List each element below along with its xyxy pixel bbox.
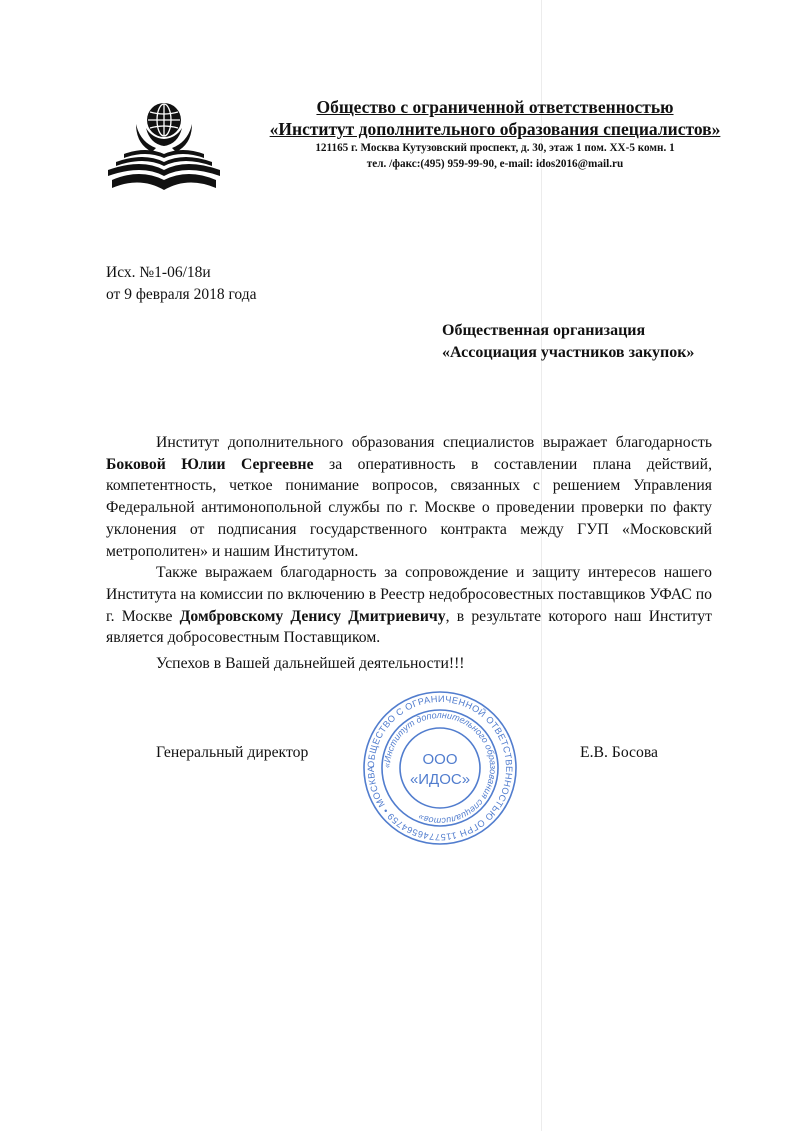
stamp-outer-text: ОБЩЕСТВО С ОГРАНИЧЕННОЙ ОТВЕТСТВЕННОСТЬЮ ОГРН 1157746564759 • МОСКВА [365,693,515,843]
company-stamp [360,688,520,848]
signatory-title: Генеральный директор [156,744,309,761]
paragraph-2: Также выражаем благодарность за сопровождение и защиту интересов нашего Института на комиссии по включению в Реестр недобросовестных поставщиков УФАС по г. Москве Домбровскому Денису Дмитриевичу, в результате которого наш Институт является добросовестным Поставщиком. [106,564,712,647]
letterhead [235,96,755,172]
letter-body [106,432,712,649]
stamp-inner-text: «Институт дополнительного образования специалистов» [381,709,499,827]
reference-number: Исх. №1-06/18и [106,264,211,281]
stamp-center-line1: ООО [422,751,458,768]
closing-wish: Успехов в Вашей дальнейшей деятельности!!! [156,655,465,672]
outgoing-reference [106,262,256,306]
org-name-line2: «Институт дополнительного образования специалистов» [269,119,721,139]
reference-date: от 9 февраля 2018 года [106,286,257,303]
addressee [442,320,694,364]
institute-logo [106,98,222,196]
stamp-center-line2: «ИДОС» [409,771,471,788]
org-name-line1: Общество с ограниченной ответственностью [316,97,674,117]
paragraph-1: Институт дополнительного образования специалистов выражает благодарность Боковой Юлии Сергеевне за оперативность в составлении плана действий, компетентность, четкое понимание вопросов, связанных с решением Управления Федеральной антимонопольной службы по г. Москве о проведении проверки по факту уклонения от подписания государственного контракта между ГУП «Московский метрополитен» и нашим Институтом. [106,434,712,560]
person-name-1: Боковой Юлии Сергеевне [106,455,314,473]
addressee-line1: Общественная организация [442,322,646,339]
person-name-2: Домбровскому Денису Дмитриевичу [179,607,446,625]
org-phone-email: тел. /факс:(495) 959-99-90, e-mail: idos2016@mail.ru [366,158,624,170]
signatory-name: Е.В. Босова [580,744,659,761]
addressee-line2: «Ассоциация участников закупок» [442,344,695,361]
org-address: 121165 г. Москва Кутузовский проспект, д. 30, этаж 1 пом. ХХ-5 комн. 1 [315,142,675,154]
